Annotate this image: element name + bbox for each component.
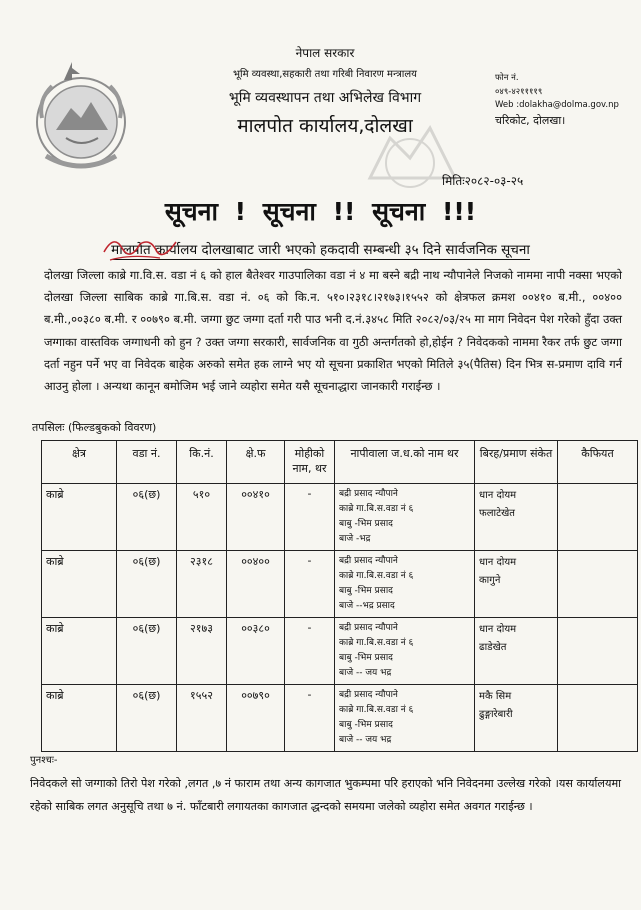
birah-line: ढाडेखेत [479, 642, 507, 653]
cell-area: काब्रे [42, 551, 117, 618]
owner-line: बाजे -- जय भद्र [339, 735, 392, 745]
cell-owner [335, 484, 475, 551]
contact-address: चरिकोट, दोलखा। [495, 114, 566, 127]
postscript-text: निवेदकले सो जग्गाको तिरो पेश गरेको ,लगत ,७ नं फाराम तथा अन्य कागजात भुकम्पमा परि हराएको भनि निवेदनमा उल्लेख गरेको ।यस कार्यालयमा रहेको साबिक लगत अनुसूचि तथा ७ नं. फाँटबारी लगायतका कागजात द्धन्दको समयमा जलेको व्यहोरा समेत अवगत गराईन्छ । [30, 777, 622, 813]
col-header-area: क्षेत्र [42, 441, 117, 484]
col-header-remarks: कैफियत [558, 441, 638, 484]
owner-line: बाजे --भद्र प्रसाद [339, 601, 395, 611]
cell-remarks [558, 551, 638, 618]
cell-mohi: - [285, 685, 335, 752]
cell-owner [335, 685, 475, 752]
birah-line: मकै सिम [479, 691, 512, 702]
cell-owner [335, 551, 475, 618]
owner-line: काब्रे गा.बि.स.वडा नं ६ [339, 504, 414, 514]
owner-line: काब्रे गा.बि.स.वडा नं ६ [339, 638, 414, 648]
owner-line: बाबु -भिम प्रसाद [339, 653, 393, 663]
table-row [42, 685, 638, 752]
cell-ward: ०६(छ) [117, 618, 177, 685]
cell-size: ००४०० [227, 551, 285, 618]
notice-date: मितिः२०८२-०३-२५ [442, 174, 524, 188]
table-header-row [42, 441, 638, 484]
cell-owner [335, 618, 475, 685]
col-header-owner: नापीवाला ज.ध.को नाम थर [335, 441, 475, 484]
details-label: तपसिलः (फिल्डबुकको विवरण) [32, 421, 157, 434]
cell-mohi: - [285, 618, 335, 685]
notice-body: दोलखा जिल्ला काब्रे गा.वि.स. वडा नं ६ को हाल बैतेश्वर गाउपालिका वडा नं ४ मा बस्ने बद्री नाथ न्यौपानेले निजको नाममा नापी नक्सा भएको दोलखा जिल्ला साबिक काब्रे गा.बि.स. वडा नं. ०६ को कि.न. ५१०।२३१८।२१७३।१५५२ को क्षेत्रफल क्रमश ००४१० ब.मी., ००४०० ब.मी.,००३८० ब.मी. र ००७९० ब.मी. जग्गा छुट जग्गा दर्ता गरी पाउ भनी द.नं.३४५८ मिति २०८२/०३/२५ मा माग निवेदन पेश गरेको हुँदा उक्त जग्गाका वास्तविक जग्गाधनी को हुन ? उक्त जग्गा सरकारी, सार्वजनिक वा गुठी अन्तर्गतको हो,होईन ? निवेदकको नाममा रैकर तर्फ छुट जग्गा दर्ता नहुन पर्ने भए वा निवेदक बाहेक अरुको समेत हक लाग्ने भए यो सूचना प्रकाशित भएको मितिले ३५(पैतिस) दिन भित्र स-प्रमाण दावि गर्न आउनु होला । अन्यथा कानून बमोजिम भई जाने व्यहोरा समेत यसै सूचनाद्धारा जानकारी गराईन्छ । [44, 268, 622, 394]
cell-remarks [558, 618, 638, 685]
owner-line: बाजे -भद्र [339, 534, 371, 544]
cell-area: काब्रे [42, 685, 117, 752]
cell-birah [475, 551, 558, 618]
cell-kitta: २३१८ [177, 551, 227, 618]
birah-line: धान दोयम [479, 624, 517, 635]
table-row [42, 484, 638, 551]
cell-birah [475, 484, 558, 551]
cell-kitta: २१७३ [177, 618, 227, 685]
contact-phone-label: फोन नं. [495, 73, 519, 83]
cell-remarks [558, 685, 638, 752]
cell-area: काब्रे [42, 484, 117, 551]
cell-birah [475, 685, 558, 752]
birah-line: धान दोयम [479, 557, 517, 568]
birah-line: कागुने [479, 575, 501, 586]
table-row [42, 551, 638, 618]
col-header-ward: वडा नं. [117, 441, 177, 484]
cell-ward: ०६(छ) [117, 551, 177, 618]
col-header-kitta: कि.नं. [177, 441, 227, 484]
table-row [42, 618, 638, 685]
land-records-table [41, 440, 638, 752]
government-emblem-icon [26, 60, 136, 172]
cell-remarks [558, 484, 638, 551]
header-office: मालपोत कार्यालय,दोलखा [237, 115, 413, 137]
signature-icon [100, 230, 180, 266]
contact-web: Web :dolakha@dolma.gov.np [495, 100, 619, 110]
cell-mohi: - [285, 551, 335, 618]
owner-line: बद्री प्रसाद न्यौपाने [339, 690, 398, 700]
birah-line: धान दोयम [479, 490, 517, 501]
col-header-size: क्षे.फ [227, 441, 285, 484]
cell-kitta: ५१० [177, 484, 227, 551]
notice-subtitle-text: मालपोत कार्यालय दोलखाबाट जारी भएको हकदावी सम्बन्धी ३५ दिने सार्वजनिक सूचना [111, 242, 530, 258]
cell-size: ००३८० [227, 618, 285, 685]
owner-line: काब्रे गा.बि.स.वडा नं ६ [339, 705, 414, 715]
cell-area: काब्रे [42, 618, 117, 685]
notice-subtitle [0, 240, 641, 258]
cell-kitta: १५५२ [177, 685, 227, 752]
birah-line: ढुङ्गारेबारी [479, 709, 513, 720]
cell-birah [475, 618, 558, 685]
contact-phone: ०४९-४२११११९ [495, 87, 543, 97]
col-header-mohi: मोहीको नाम, थर [285, 441, 335, 484]
cell-ward: ०६(छ) [117, 484, 177, 551]
header-department: भूमि व्यवस्थापन तथा अभिलेख विभाग [228, 90, 422, 106]
header-government: नेपाल सरकार [295, 46, 355, 60]
cell-size: ००४१० [227, 484, 285, 551]
owner-line: बद्री प्रसाद न्यौपाने [339, 623, 398, 633]
birah-line: फलाटेखेत [479, 508, 515, 519]
owner-line: बाबु -भिम प्रसाद [339, 720, 393, 730]
notice-heading: सूचना ! सूचना !! सूचना !!! [164, 197, 477, 226]
col-header-birah: बिरह/प्रमाण संकेत [475, 441, 558, 484]
owner-line: बाजे -- जय भद्र [339, 668, 392, 678]
owner-line: बाबु -भिम प्रसाद [339, 519, 393, 529]
postscript-label: पुनश्चः- [30, 755, 58, 766]
owner-line: काब्रे गा.बि.स.वडा नं ६ [339, 571, 414, 581]
cell-ward: ०६(छ) [117, 685, 177, 752]
header-ministry: भूमि व्यवस्था,सहकारी तथा गरिबी निवारण मन्त्रालय [233, 69, 417, 80]
cell-size: ००७९० [227, 685, 285, 752]
cell-mohi: - [285, 484, 335, 551]
owner-line: बद्री प्रसाद न्यौपाने [339, 556, 398, 566]
owner-line: बद्री प्रसाद न्यौपाने [339, 489, 398, 499]
owner-line: बाबु -भिम प्रसाद [339, 586, 393, 596]
